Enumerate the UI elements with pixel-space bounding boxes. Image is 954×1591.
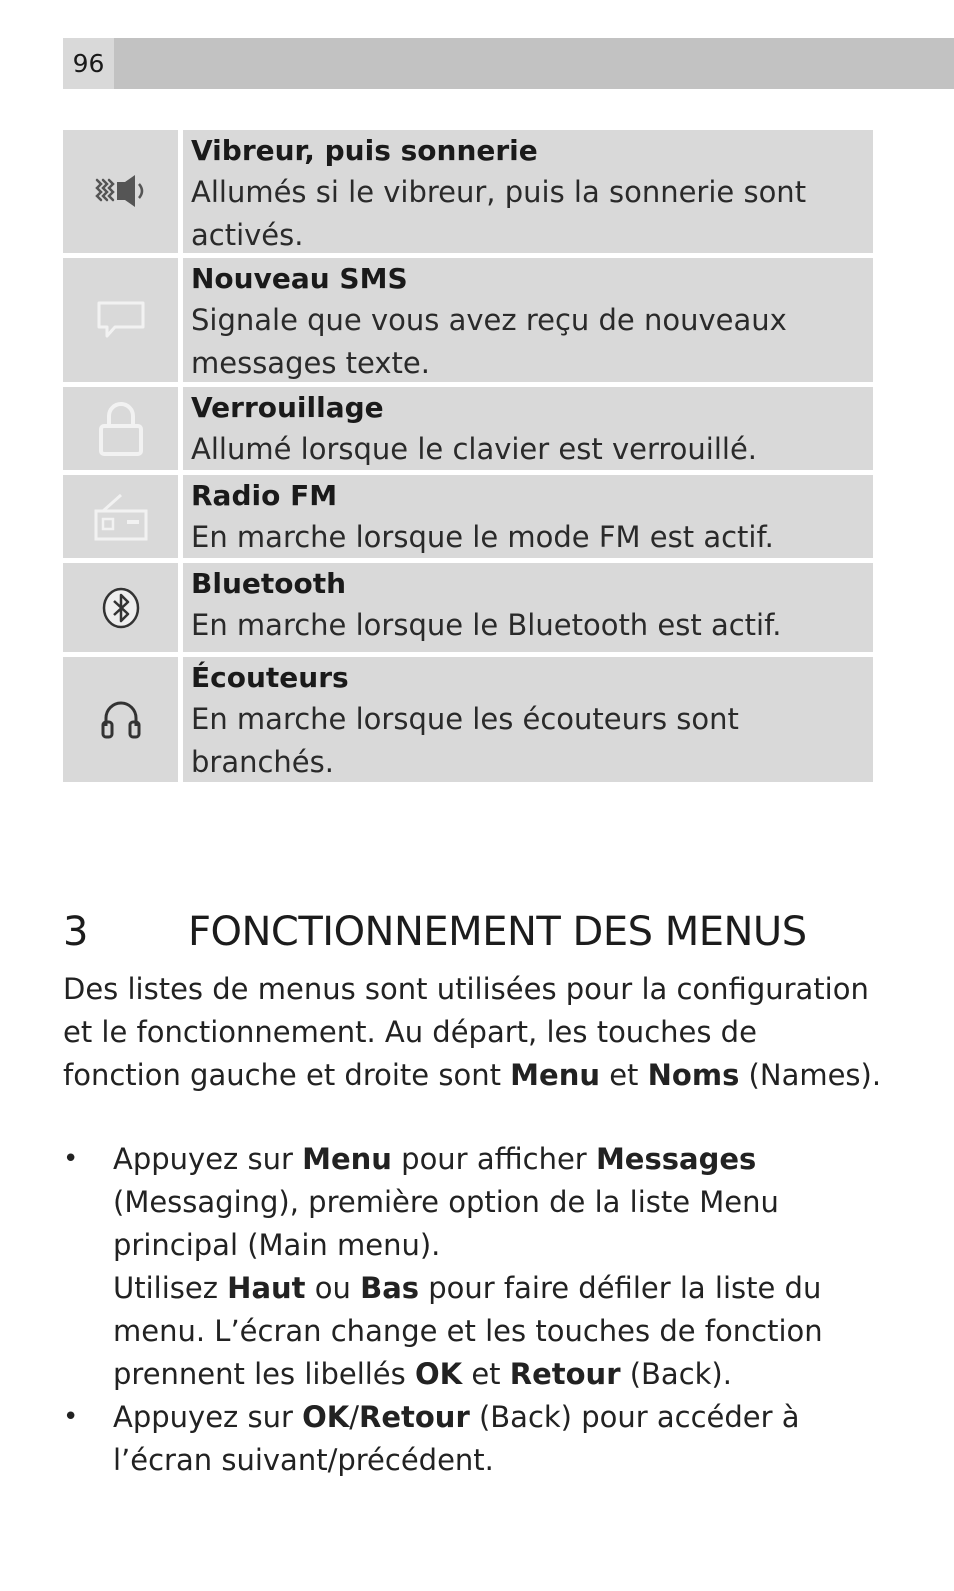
keyword: Bas bbox=[360, 1271, 420, 1305]
row-text bbox=[183, 258, 873, 382]
vibrate-then-ring-icon bbox=[93, 170, 149, 214]
row-description: Allumé lorsque le clavier est verrouillé. bbox=[191, 432, 758, 466]
row-description: En marche lorsque le mode FM est actif. bbox=[191, 520, 774, 554]
row-title: Nouveau SMS bbox=[191, 262, 408, 295]
row-title: Bluetooth bbox=[191, 567, 347, 600]
table-row bbox=[63, 475, 873, 558]
headphones-icon bbox=[100, 700, 142, 740]
icon-cell bbox=[63, 258, 178, 382]
icon-cell bbox=[63, 563, 178, 652]
bullet-text: et bbox=[462, 1357, 510, 1391]
keyword: Menu bbox=[302, 1142, 392, 1176]
keyword: Retour bbox=[509, 1357, 621, 1391]
section-number: 3 bbox=[63, 909, 88, 955]
table-row bbox=[63, 563, 873, 652]
row-text bbox=[183, 475, 873, 558]
row-title: Vibreur, puis sonnerie bbox=[191, 134, 538, 167]
keyword: OK bbox=[302, 1400, 350, 1434]
icon-cell bbox=[63, 475, 178, 558]
keyword: OK bbox=[414, 1357, 463, 1391]
icon-cell bbox=[63, 130, 178, 253]
row-text bbox=[183, 130, 873, 253]
bullet-paragraph bbox=[113, 1396, 883, 1482]
page-number: 96 bbox=[63, 38, 114, 89]
bullet-symbol: • bbox=[63, 1144, 79, 1174]
section-title: FONCTIONNEMENT DES MENUS bbox=[188, 909, 807, 955]
row-title: Verrouillage bbox=[191, 391, 384, 424]
bullet-paragraph bbox=[113, 1138, 883, 1267]
bullet-list bbox=[63, 1138, 883, 1482]
bullet-text: (Messaging), première option de la liste Menu principal (Main menu). bbox=[113, 1185, 779, 1262]
sms-icon bbox=[95, 299, 147, 341]
row-description: Signale que vous avez reçu de nouveaux messages texte. bbox=[191, 303, 787, 380]
bullet-text: / bbox=[349, 1400, 360, 1434]
page-header-bar bbox=[63, 38, 954, 89]
fm-radio-icon bbox=[93, 491, 149, 543]
row-text bbox=[183, 387, 873, 470]
table-row bbox=[63, 130, 873, 253]
bullet-text: pour afficher bbox=[391, 1142, 596, 1176]
bullet-text: Appuyez sur bbox=[113, 1400, 303, 1434]
icon-cell bbox=[63, 657, 178, 782]
row-description: Allumés si le vibreur, puis la sonnerie sont activés. bbox=[191, 175, 807, 252]
row-text bbox=[183, 563, 873, 652]
bullet-text: Appuyez sur bbox=[113, 1142, 303, 1176]
status-icons-table bbox=[63, 130, 873, 787]
row-description: En marche lorsque les écouteurs sont branchés. bbox=[191, 702, 739, 779]
bullet-symbol: • bbox=[63, 1402, 79, 1432]
keyword-noms: Noms bbox=[647, 1058, 740, 1092]
section-heading bbox=[63, 905, 883, 959]
bluetooth-icon bbox=[101, 586, 141, 630]
lock-icon bbox=[97, 400, 145, 458]
keyword-menu: Menu bbox=[510, 1058, 600, 1092]
keyword: Retour bbox=[359, 1400, 470, 1434]
bullet-text: (Back). bbox=[620, 1357, 732, 1391]
intro-paragraph bbox=[63, 968, 883, 1097]
keyword: Haut bbox=[227, 1271, 306, 1305]
table-row bbox=[63, 657, 873, 782]
intro-text: Des listes de menus sont utilisées pour la configuration et le fonctionnement. Au départ, les touches de fonction gauche et droite sont bbox=[63, 972, 869, 1092]
row-text bbox=[183, 657, 873, 782]
bullet-text: ou bbox=[305, 1271, 361, 1305]
bullet-text: Utilisez bbox=[113, 1271, 228, 1305]
bullet-text: pour faire défiler la liste du menu. L’écran change et les touches de fonction prennent les libellés bbox=[113, 1271, 823, 1391]
intro-text: et bbox=[600, 1058, 648, 1092]
keyword: Messages bbox=[595, 1142, 757, 1176]
icon-cell bbox=[63, 387, 178, 470]
table-row bbox=[63, 387, 873, 470]
table-row bbox=[63, 258, 873, 382]
bullet-paragraph bbox=[113, 1267, 883, 1396]
row-title: Écouteurs bbox=[191, 661, 349, 694]
intro-text: (Names). bbox=[739, 1058, 882, 1092]
row-description: En marche lorsque le Bluetooth est actif. bbox=[191, 608, 782, 642]
list-item bbox=[63, 1396, 883, 1482]
bullet-text: (Back) pour accéder à l’écran suivant/précédent. bbox=[113, 1400, 800, 1477]
row-title: Radio FM bbox=[191, 479, 338, 512]
list-item bbox=[63, 1138, 883, 1396]
